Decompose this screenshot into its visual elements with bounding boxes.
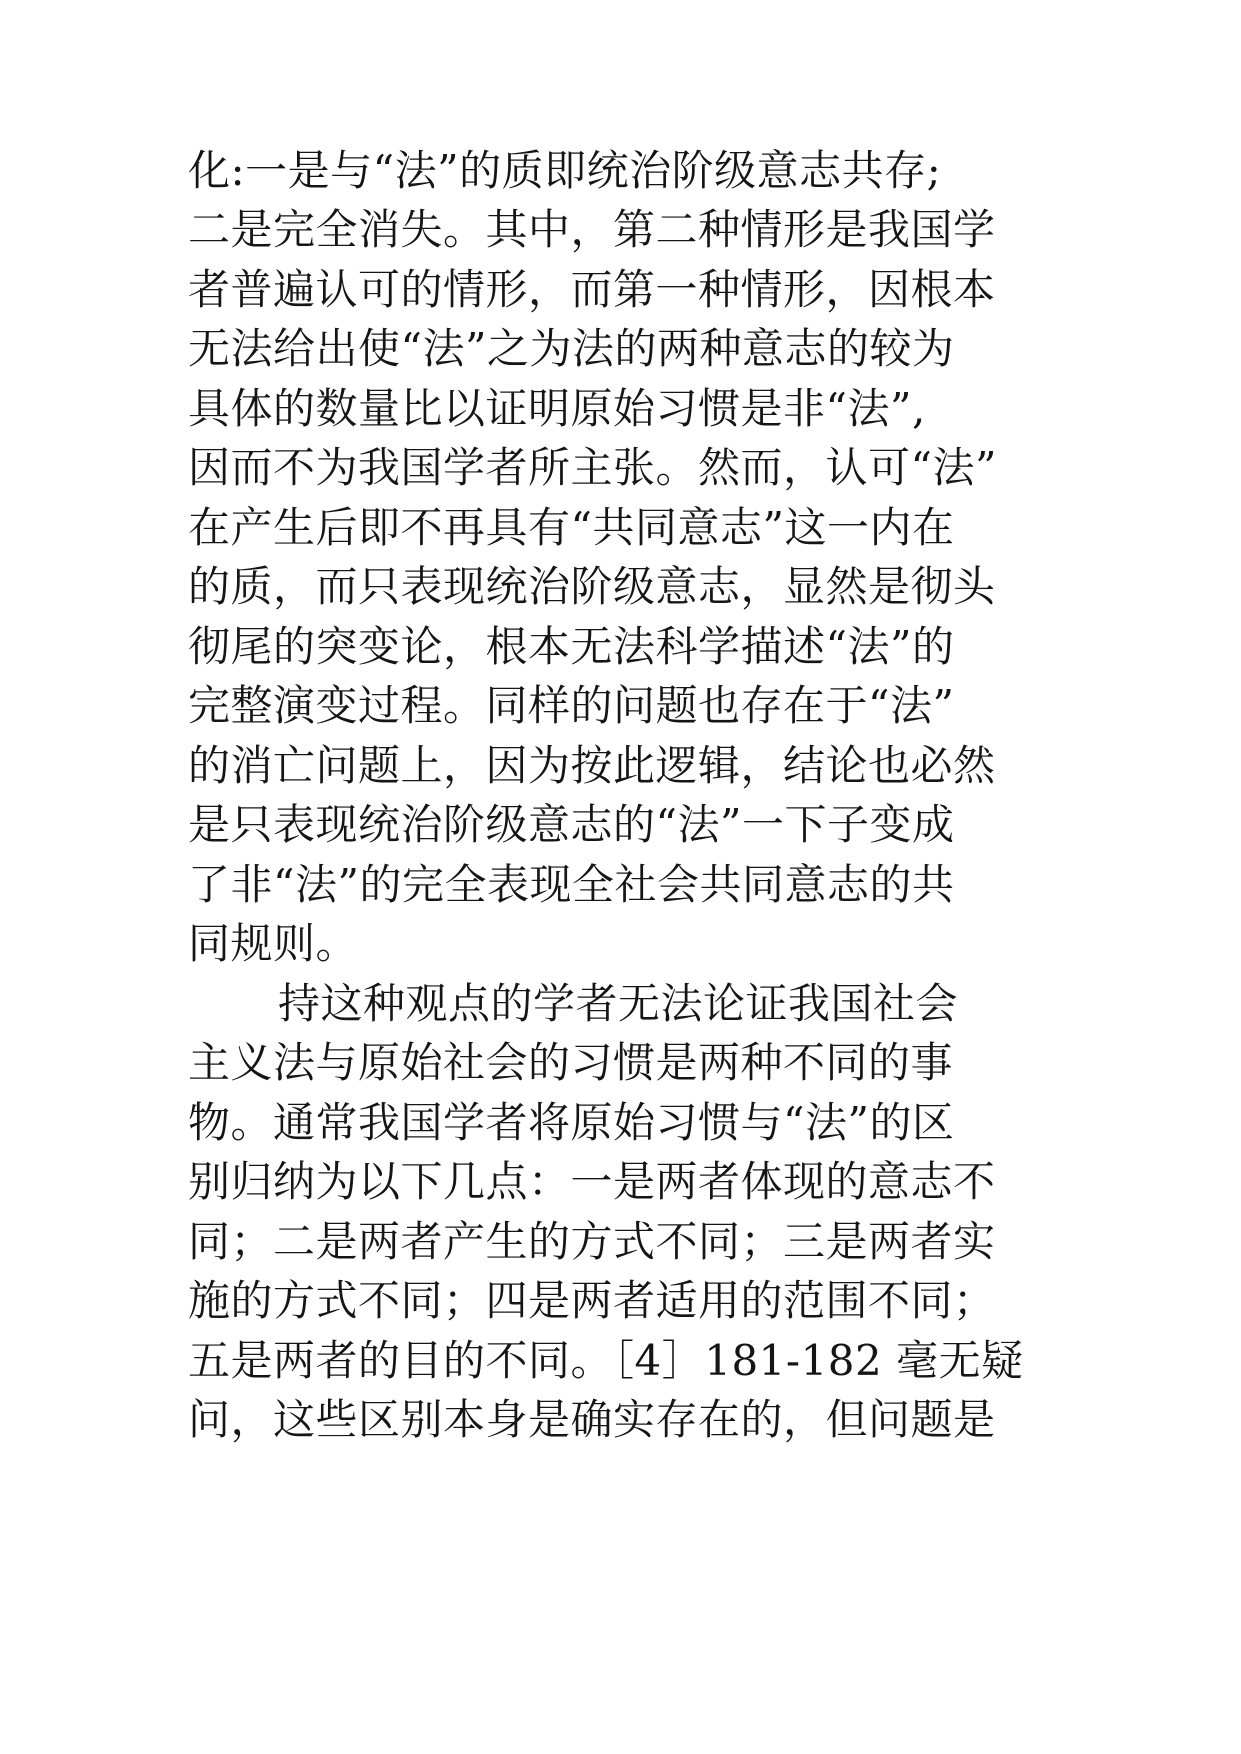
- text-line: 化:一是与“法”的质即统治阶级意志共存;: [188, 146, 942, 195]
- text-line: 具体的数量比以证明原始习惯是非“法”,: [188, 384, 926, 433]
- paragraph-start-line: 持这种观点的学者无法论证我国社会: [278, 979, 959, 1028]
- text-line: 问，这些区别本身是确实存在的，但问题是: [188, 1395, 996, 1444]
- text-line: 因而不为我国学者所主张。然而，认可“法”: [188, 443, 997, 492]
- text-line: 施的方式不同；四是两者适用的范围不同；: [188, 1276, 996, 1325]
- text-line: 完整演变过程。同样的问题也存在于“法”: [188, 681, 955, 730]
- text-line: 了非“法”的完全表现全社会共同意志的共: [188, 860, 955, 909]
- text-line: 彻尾的突变论，根本无法科学描述“法”的: [188, 622, 955, 671]
- text-line: 二是完全消失。其中，第二种情形是我国学: [188, 205, 996, 254]
- text-line: 者普遍认可的情形，而第一种情形，因根本: [188, 265, 996, 314]
- text-line: 在产生后即不再具有“共同意志”这一内在: [188, 503, 955, 552]
- text-line: 的消亡问题上，因为按此逻辑，结论也必然: [188, 741, 996, 790]
- text-line: 五是两者的目的不同。［4］181-182 毫无疑: [188, 1336, 1024, 1385]
- text-line: 别归纳为以下几点：一是两者体现的意志不: [188, 1157, 996, 1206]
- text-line: 的质，而只表现统治阶级意志，显然是彻头: [188, 562, 996, 611]
- text-line: 物。通常我国学者将原始习惯与“法”的区: [188, 1098, 955, 1147]
- text-line: 同规则。: [188, 919, 359, 968]
- text-line: 主义法与原始社会的习惯是两种不同的事: [188, 1038, 954, 1087]
- text-line: 是只表现统治阶级意志的“法”一下子变成: [188, 800, 955, 849]
- text-line: 无法给出使“法”之为法的两种意志的较为: [188, 324, 955, 373]
- text-line: 同；二是两者产生的方式不同；三是两者实: [188, 1217, 996, 1266]
